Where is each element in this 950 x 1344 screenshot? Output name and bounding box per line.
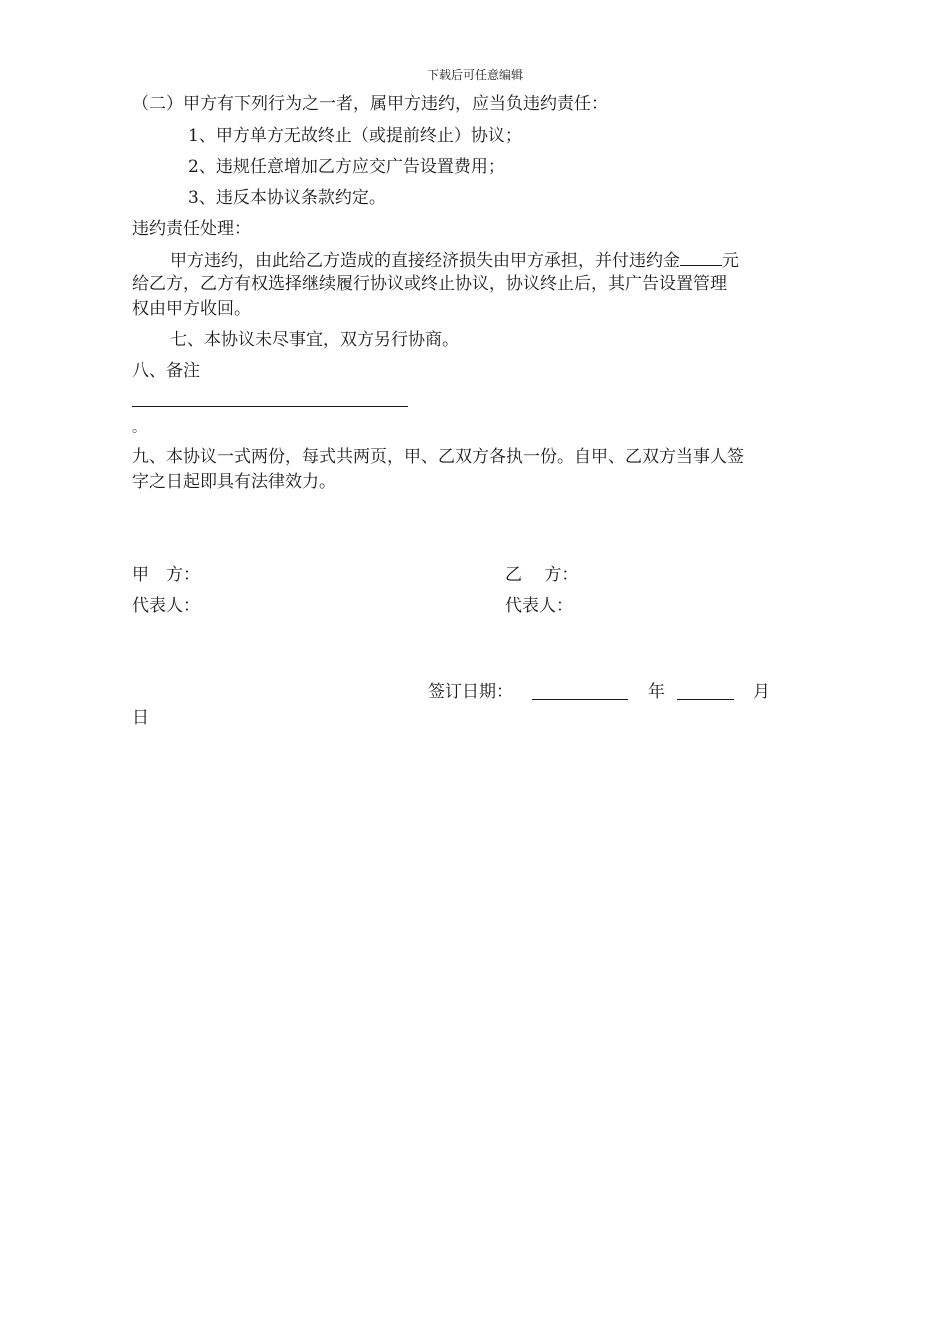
party-a-label: 甲 方： bbox=[132, 565, 200, 585]
signing-date-blank bbox=[532, 680, 628, 700]
clause-seven: 七、本协议未尽事宜，双方另行协商。 bbox=[170, 330, 459, 350]
party-b-label: 乙 方： bbox=[505, 565, 579, 585]
liability-line-1-text: 甲方违约，由此给乙方造成的直接经济损失由甲方承担，并付违约金 bbox=[170, 251, 680, 271]
party-a-representative-label: 代表人： bbox=[132, 596, 200, 616]
clause-eight-heading: 八、备注 bbox=[132, 361, 200, 381]
page-header: 下载后可任意编辑 bbox=[426, 68, 523, 82]
clause-nine-line-2: 字之日起即具有法律效力。 bbox=[132, 472, 336, 492]
remarks-blank-line bbox=[132, 406, 408, 407]
section-two-item-3: 3、违反本协议条款约定。 bbox=[188, 188, 386, 208]
section-two-title: （二）甲方有下列行为之一者，属甲方违约，应当负违约责任： bbox=[132, 94, 608, 114]
year-label: 年 bbox=[648, 682, 665, 702]
liability-line-3: 权由甲方收回。 bbox=[132, 299, 251, 319]
party-b-representative-label: 代表人： bbox=[505, 596, 573, 616]
penalty-amount-blank bbox=[680, 247, 722, 266]
liability-heading: 违约责任处理： bbox=[132, 219, 251, 239]
liability-line-2: 给乙方，乙方有权选择继续履行协议或终止协议，协议终止后，其广告设置管理 bbox=[132, 274, 727, 294]
section-two-item-1: 1、甲方单方无故终止（或提前终止）协议； bbox=[188, 126, 522, 146]
liability-line-1-unit: 元 bbox=[722, 251, 739, 271]
day-label: 日 bbox=[132, 708, 149, 728]
remarks-period: 。 bbox=[132, 420, 146, 436]
clause-nine-line-1: 九、本协议一式两份，每式共两页，甲、乙双方各执一份。自甲、乙双方当事人签 bbox=[132, 447, 744, 467]
signing-date-label: 签订日期： bbox=[428, 682, 513, 702]
month-label: 月 bbox=[753, 682, 770, 702]
year-blank bbox=[677, 680, 734, 700]
liability-line-1 bbox=[170, 247, 739, 273]
section-two-item-2: 2、违规任意增加乙方应交广告设置费用； bbox=[188, 157, 505, 177]
